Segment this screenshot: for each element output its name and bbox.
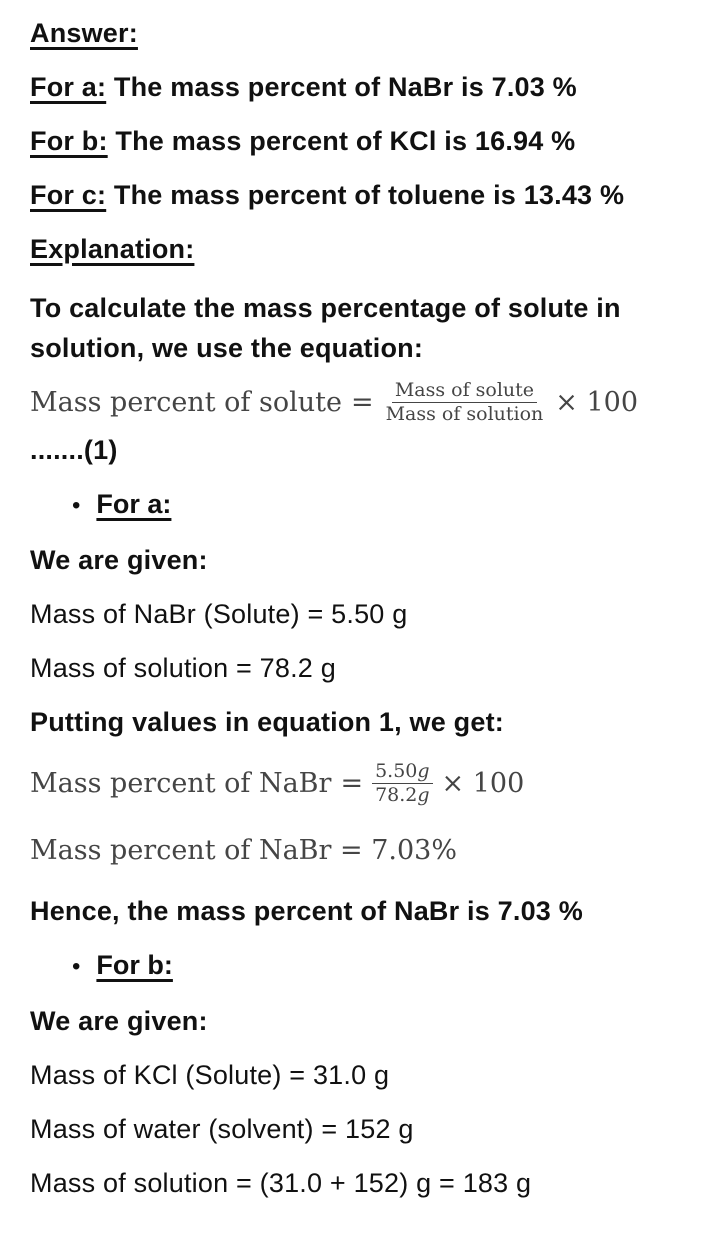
bullet-icon: •	[72, 492, 81, 519]
result-text-b: The mass percent of KCl is 16.94 %	[115, 126, 576, 156]
denominator-unit: g	[417, 784, 430, 806]
denominator-value: 78.2	[375, 784, 418, 806]
multiplier: × 100	[555, 386, 639, 418]
result-label-c: For c:	[30, 180, 107, 210]
equals-sign: =	[340, 767, 364, 799]
given-line-a1: Mass of NaBr (Solute) = 5.50 g	[30, 599, 408, 629]
result-label-b: For b:	[30, 126, 108, 156]
multiplier: × 100	[441, 767, 525, 799]
result-line-b	[30, 126, 686, 156]
explanation-heading: Explanation:	[30, 234, 195, 264]
given-heading-b: We are given:	[30, 1006, 208, 1036]
bullet-for-a	[30, 489, 686, 521]
result-label-a: For a:	[30, 72, 107, 102]
result-line-a	[30, 72, 686, 102]
fraction	[383, 380, 547, 425]
answer-heading: Answer:	[30, 18, 138, 48]
fraction	[372, 761, 432, 806]
fraction-denominator	[372, 784, 432, 806]
bullet-label-b: For b:	[96, 950, 173, 980]
putting-values-heading: Putting values in equation 1, we get:	[30, 707, 504, 737]
given-line-b3: Mass of solution = (31.0 + 152) g = 183 g	[30, 1168, 532, 1198]
given-line-b1: Mass of KCl (Solute) = 31.0 g	[30, 1060, 390, 1090]
equation-mass-percent-general	[30, 380, 686, 425]
bullet-label-a: For a:	[96, 489, 172, 519]
explanation-intro: To calculate the mass percentage of solute in solution, we use the equation:	[30, 293, 621, 363]
fraction-numerator	[372, 761, 432, 784]
result-text-a: The mass percent of NaBr is 7.03 %	[113, 72, 577, 102]
fraction-numerator: Mass of solute	[392, 380, 537, 403]
given-heading-a: We are given:	[30, 545, 208, 575]
equation-lhs: Mass percent of NaBr	[30, 767, 332, 799]
equation-lhs: Mass percent of solute	[30, 386, 342, 418]
result-line-c	[30, 180, 686, 210]
equation-nabr-result: Mass percent of NaBr = 7.03%	[30, 835, 457, 866]
equation-number: .......(1)	[30, 435, 118, 465]
result-text-c: The mass percent of toluene is 13.43 %	[113, 180, 625, 210]
given-line-b2: Mass of water (solvent) = 152 g	[30, 1114, 414, 1144]
fraction-denominator: Mass of solution	[385, 403, 544, 425]
given-line-a2: Mass of solution = 78.2 g	[30, 653, 336, 683]
equation-nabr-calc	[30, 761, 686, 806]
hence-line: Hence, the mass percent of NaBr is 7.03 %	[30, 896, 583, 926]
bullet-icon: •	[72, 953, 81, 980]
numerator-unit: g	[417, 760, 430, 782]
bullet-for-b	[30, 950, 686, 982]
equals-sign: =	[350, 386, 374, 418]
numerator-value: 5.50	[375, 760, 418, 782]
